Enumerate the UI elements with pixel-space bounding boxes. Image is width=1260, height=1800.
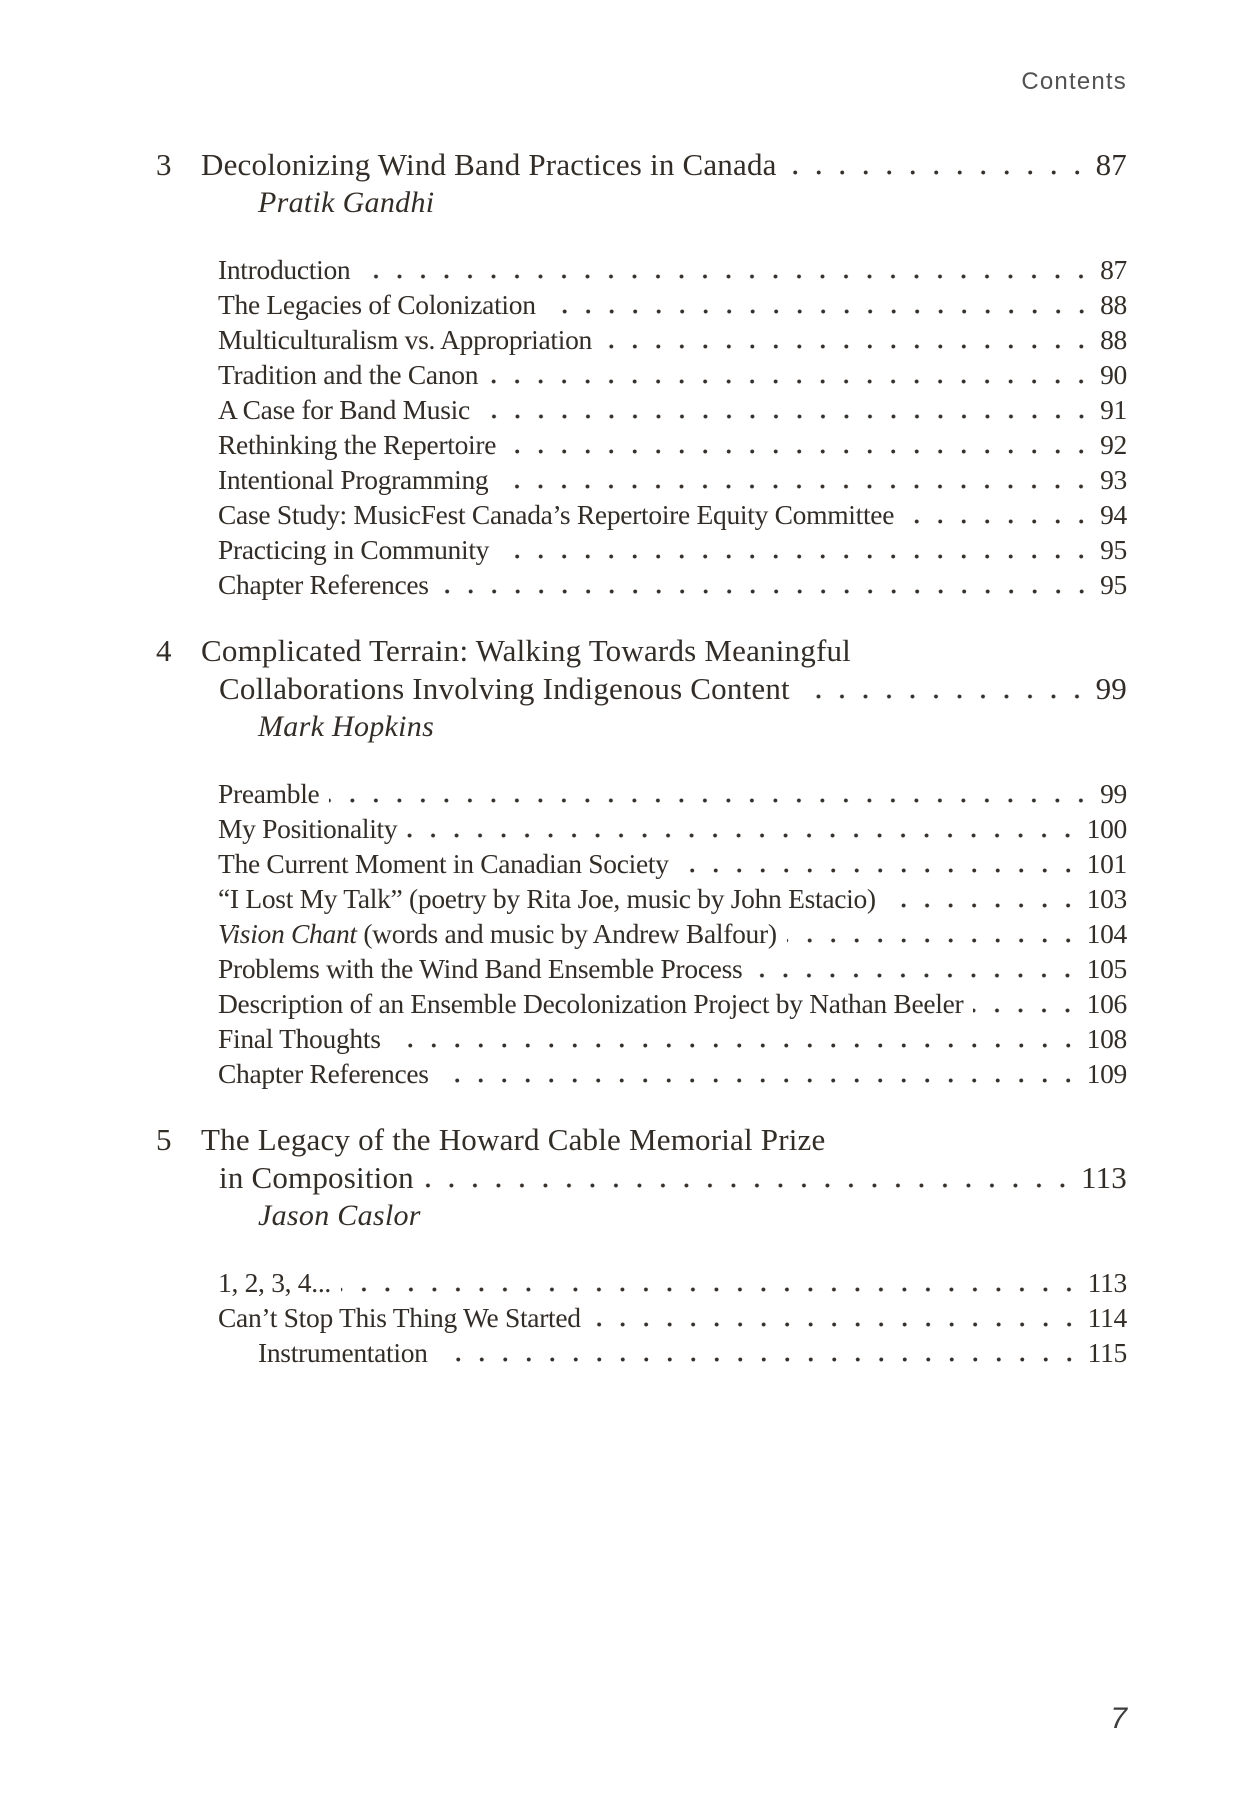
toc-entry: [218, 287, 1127, 322]
chapter-4-block: [156, 632, 1127, 1091]
entry-title: Introduction: [218, 254, 351, 285]
toc-entry: [218, 1056, 1127, 1091]
toc-entry: [218, 427, 1127, 462]
toc-entry: [218, 1300, 1127, 1335]
toc-entry: [218, 1021, 1127, 1056]
page-number: 113: [1087, 1267, 1127, 1298]
page-number: 109: [1086, 1058, 1127, 1089]
entry-title: “I Lost My Talk” (poetry by Rita Joe, music by John Estacio): [218, 883, 876, 914]
chapter-title: The Legacy of the Howard Cable Memorial Prize: [201, 1122, 826, 1157]
chapter-author: Mark Hopkins: [258, 710, 435, 743]
dot-leader: [407, 833, 1079, 838]
chapter-entries: [156, 1265, 1127, 1370]
chapter-heading: [156, 632, 1127, 746]
page-number: 94: [1100, 499, 1127, 530]
entry-title-rest: (words and music by Andrew Balfour): [356, 918, 777, 949]
entry-title: Final Thoughts: [218, 1023, 381, 1054]
dot-leader: [439, 1078, 1080, 1083]
toc-entry: [218, 776, 1127, 811]
dot-leader: [546, 309, 1093, 314]
dot-leader: [752, 973, 1079, 978]
toc-entry: [218, 567, 1127, 602]
toc-entry: [218, 322, 1127, 357]
toc-entry: [218, 497, 1127, 532]
page-number: 105: [1086, 953, 1127, 984]
entry-title: Preamble: [218, 778, 320, 809]
toc-entry: [218, 1265, 1127, 1300]
page-number: 99: [1095, 671, 1127, 706]
entry-title: Description of an Ensemble Decolonization Project by Nathan Beeler: [218, 988, 964, 1019]
chapter-title-line-2: [201, 670, 1127, 708]
page-number: 113: [1081, 1160, 1127, 1195]
dot-leader: [439, 589, 1093, 594]
page-number: 115: [1087, 1337, 1127, 1368]
entry-title: Chapter References: [218, 1058, 429, 1089]
chapter-3-block: [156, 146, 1127, 602]
dot-leader: [679, 868, 1080, 873]
dot-leader: [360, 274, 1093, 279]
toc-entry-indented: [218, 1335, 1127, 1370]
entry-title: Rethinking the Repertoire: [218, 429, 497, 460]
entry-title: The Legacies of Colonization: [218, 289, 536, 320]
page-number: 92: [1100, 429, 1127, 460]
chapter-number: 5: [156, 1122, 172, 1157]
toc-entry: [218, 881, 1127, 916]
dot-leader: [391, 1043, 1080, 1048]
page-number: 103: [1086, 883, 1127, 914]
page-number: 114: [1087, 1302, 1127, 1333]
dot-leader: [591, 1322, 1081, 1327]
page-number: 87: [1095, 147, 1127, 182]
chapter-heading: [156, 1121, 1127, 1235]
chapter-number: 4: [156, 633, 172, 668]
dot-leader: [498, 484, 1093, 489]
chapter-number: 3: [156, 147, 172, 182]
entry-title: A Case for Band Music: [218, 394, 470, 425]
folio-page-number: 7: [1110, 1702, 1127, 1735]
page-number: 91: [1100, 394, 1127, 425]
toc-entry: [218, 532, 1127, 567]
toc-entry: [218, 986, 1127, 1021]
page-number: 104: [1086, 918, 1127, 949]
page-number: 101: [1086, 848, 1127, 879]
page-number: 100: [1086, 813, 1127, 844]
chapter-heading: [156, 146, 1127, 222]
entry-title: Intentional Programming: [218, 464, 489, 495]
chapter-entries: [156, 252, 1127, 602]
dot-leader: [424, 1183, 1074, 1188]
entry-title: Instrumentation: [258, 1337, 428, 1368]
dot-leader: [602, 344, 1093, 349]
entry-title-italic: Vision Chant: [218, 918, 357, 949]
entry-title: Case Study: MusicFest Canada’s Repertoire Equity Committee: [218, 499, 895, 530]
dot-leader: [480, 414, 1093, 419]
entry-title: Practicing in Community: [218, 534, 490, 565]
dot-leader: [341, 1287, 1081, 1292]
dot-leader: [787, 170, 1089, 175]
chapter-title-continued: Collaborations Involving Indigenous Content: [219, 671, 790, 706]
dot-leader: [886, 903, 1080, 908]
page-number: 99: [1100, 778, 1127, 809]
entry-title: My Positionality: [218, 813, 398, 844]
entry-title: Can’t Stop This Thing We Started: [218, 1302, 581, 1333]
dot-leader: [800, 694, 1089, 699]
page-number: 106: [1086, 988, 1127, 1019]
page-number: 88: [1100, 324, 1127, 355]
entry-title: The Current Moment in Canadian Society: [218, 848, 669, 879]
toc-entry: [218, 462, 1127, 497]
dot-leader: [329, 798, 1093, 803]
toc-entry: [218, 846, 1127, 881]
entry-title: Chapter References: [218, 569, 429, 600]
dot-leader: [904, 519, 1093, 524]
chapter-5-block: [156, 1121, 1127, 1370]
dot-leader: [438, 1357, 1081, 1362]
page-number: 95: [1100, 569, 1127, 600]
entry-title: 1, 2, 3, 4...: [218, 1267, 331, 1298]
chapter-title-line: [201, 146, 1127, 184]
chapter-title-line-2: [201, 1159, 1127, 1197]
entry-title: Tradition and the Canon: [218, 359, 479, 390]
page-number: 87: [1100, 254, 1127, 285]
dot-leader: [973, 1008, 1079, 1013]
dot-leader: [506, 449, 1093, 454]
page-number: 95: [1100, 534, 1127, 565]
chapter-author: Pratik Gandhi: [258, 186, 435, 219]
running-head: Contents: [1021, 68, 1127, 95]
chapter-title-line: [201, 1121, 1127, 1159]
toc-entry: [218, 357, 1127, 392]
chapter-title-line: [201, 632, 1127, 670]
chapter-title-continued: in Composition: [219, 1160, 414, 1195]
toc-entry: [218, 916, 1127, 951]
chapter-title: Decolonizing Wind Band Practices in Canada: [201, 147, 777, 182]
dot-leader: [488, 379, 1093, 384]
toc-entry: [218, 392, 1127, 427]
entry-title: Multiculturalism vs. Appropriation: [218, 324, 593, 355]
chapter-title: Complicated Terrain: Walking Towards Meaningful: [201, 633, 851, 668]
page-number: 93: [1100, 464, 1127, 495]
toc-entry: [218, 252, 1127, 287]
dot-leader: [499, 554, 1093, 559]
page-number: 108: [1086, 1023, 1127, 1054]
entry-title: Problems with the Wind Band Ensemble Process: [218, 953, 743, 984]
toc-entry: [218, 951, 1127, 986]
entry-title: [218, 916, 777, 951]
toc-entry: [218, 811, 1127, 846]
dot-leader: [787, 938, 1080, 943]
chapter-author: Jason Caslor: [258, 1199, 421, 1232]
page-number: 88: [1100, 289, 1127, 320]
page-number: 90: [1100, 359, 1127, 390]
chapter-entries: [156, 776, 1127, 1091]
